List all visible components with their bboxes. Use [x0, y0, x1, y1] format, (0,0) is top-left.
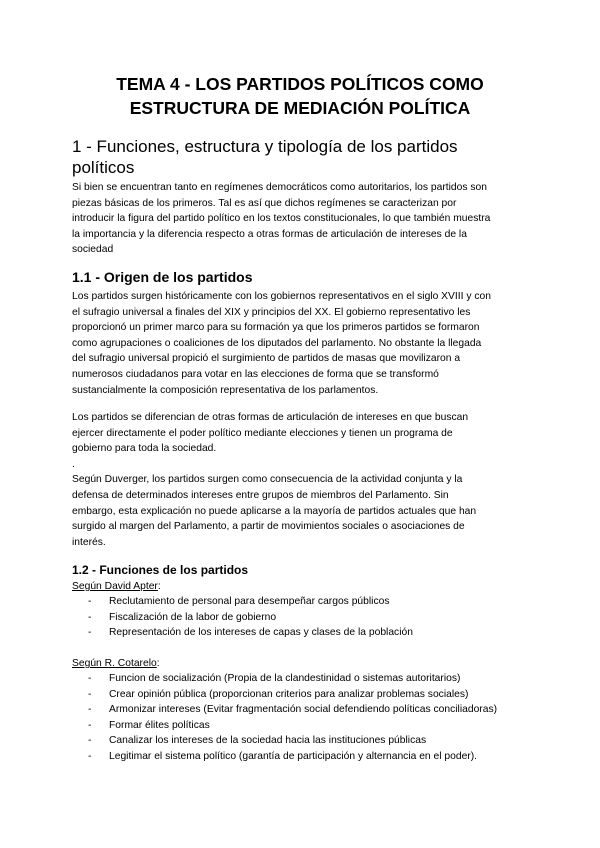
list-item [88, 749, 558, 765]
apter-colon: : [157, 581, 161, 592]
list-dash: - [88, 735, 92, 747]
list-item-text: Funcion de socialización (Propia de la clandestinidad o sistemas autoritarios) [109, 673, 461, 684]
list-item [88, 733, 558, 749]
list-dash: - [88, 611, 92, 623]
section-1-1-paragraph-1 [72, 289, 542, 398]
list-item-text: Legitimar el sistema político (garantía de participación y alternancia en el poder). [109, 750, 478, 762]
list-item-text: Crear opinión pública (proporcionan criterios para analizar problemas sociales) [109, 688, 469, 700]
text-line: interés. [72, 536, 106, 548]
section-1-intro [72, 180, 542, 258]
list-dash: - [88, 627, 92, 639]
text-line: el sufragio universal a finales del XIX y principios del XX. El gobierno representativo les [72, 306, 471, 318]
text-line: surgido al margen del Parlamento, a partir de movimientos sociales o asociaciones de [72, 521, 465, 533]
cotarelo-functions-list [88, 671, 558, 765]
list-dash: - [88, 688, 92, 700]
section-1-heading-line-1: 1 - Funciones, estructura y tipología de los partidos [72, 137, 458, 156]
list-item-text: Reclutamiento de personal para desempeñar cargos públicos [109, 596, 390, 607]
text-line: sustancialmente la composición representativa de los parlamentos. [72, 384, 379, 396]
cotarelo-colon: : [156, 658, 160, 669]
cotarelo-label: Según R. Cotarelo [72, 658, 157, 669]
text-line: gobierno para toda la sociedad. [72, 443, 217, 455]
list-item [88, 671, 558, 687]
text-line: piezas básicas de los primeros. Tal es así que dichos regímenes se caracterizan por [72, 197, 457, 209]
list-dash: - [88, 673, 92, 684]
section-1-1-paragraph-2 [72, 410, 542, 550]
list-item-text: Armonizar intereses (Evitar fragmentación social defendiendo políticas conciliadoras) [109, 704, 498, 716]
list-dash: - [88, 750, 92, 762]
document-title [40, 72, 560, 120]
section-1-2-heading: 1.2 - Funciones de los partidos [72, 563, 249, 577]
section-1-heading [72, 136, 542, 178]
text-line: del sufragio universal propició el surgimiento de partidos de masas que movilizaron a [72, 353, 461, 365]
list-item [88, 702, 558, 718]
text-line: ejercer directamente el poder político mediante elecciones y tienen un programa de [72, 427, 453, 439]
list-item-text: Canalizar los intereses de la sociedad hacia las instituciones públicas [109, 735, 427, 747]
list-item [88, 687, 558, 703]
text-line: Los partidos se diferencian de otras formas de articulación de intereses en que buscan [72, 412, 469, 423]
list-item-text: Fiscalización de la labor de gobierno [109, 611, 277, 623]
text-line: defensa de determinados intereses entre grupos de miembros del Parlamento. Sin [72, 489, 449, 501]
text-line: la importancia y la diferencia respecto a otras formas de articulación de intereses de la [72, 228, 467, 240]
title-line-2: ESTRUCTURA DE MEDIACIÓN POLÍTICA [129, 98, 471, 118]
text-line: Los partidos surgen históricamente con los gobiernos representativos en el siglo XVIII y con [72, 291, 491, 302]
list-item [88, 610, 558, 626]
text-line: numerosos ciudadanos para votar en las elecciones de forma que se transformó [72, 368, 439, 380]
list-dash: - [88, 596, 92, 607]
text-line: Si bien se encuentran tanto en regímenes democráticos como autoritarios, los partidos son [72, 182, 487, 193]
text-line: embargo, esta explicación no puede aplicarse a la mayoría de partidos actuales que han [72, 505, 477, 517]
section-1-1-heading: 1.1 - Origen de los partidos [72, 269, 253, 285]
title-line-1: TEMA 4 - LOS PARTIDOS POLÍTICOS COMO [116, 74, 484, 94]
apter-label-row [72, 579, 161, 595]
list-dash: - [88, 719, 92, 731]
list-item-text: Representación de los intereses de capas y clases de la población [109, 627, 413, 639]
text-line: . [72, 458, 75, 470]
list-item [88, 594, 558, 610]
text-line: Según Duverger, los partidos surgen como consecuencia de la actividad conjunta y la [72, 474, 463, 486]
section-1-heading-line-2: políticos [72, 158, 135, 177]
apter-functions-list [88, 594, 558, 641]
list-item [88, 718, 558, 734]
cotarelo-label-row [72, 656, 160, 672]
text-line: proporcionó un primer marco para su formación ya que los primeros partidos se formaron [72, 322, 480, 334]
text-line: introducir la figura del partido político en los textos constitucionales, lo que también muestra [72, 213, 491, 225]
apter-label: Según David Apter [72, 581, 158, 592]
list-item [88, 625, 558, 641]
text-line: sociedad [72, 244, 114, 256]
list-dash: - [88, 704, 92, 716]
text-line: como agrupaciones o coaliciones de los diputados del parlamento. No obstante la llegada [72, 337, 482, 349]
list-item-text: Formar élites políticas [109, 719, 210, 731]
